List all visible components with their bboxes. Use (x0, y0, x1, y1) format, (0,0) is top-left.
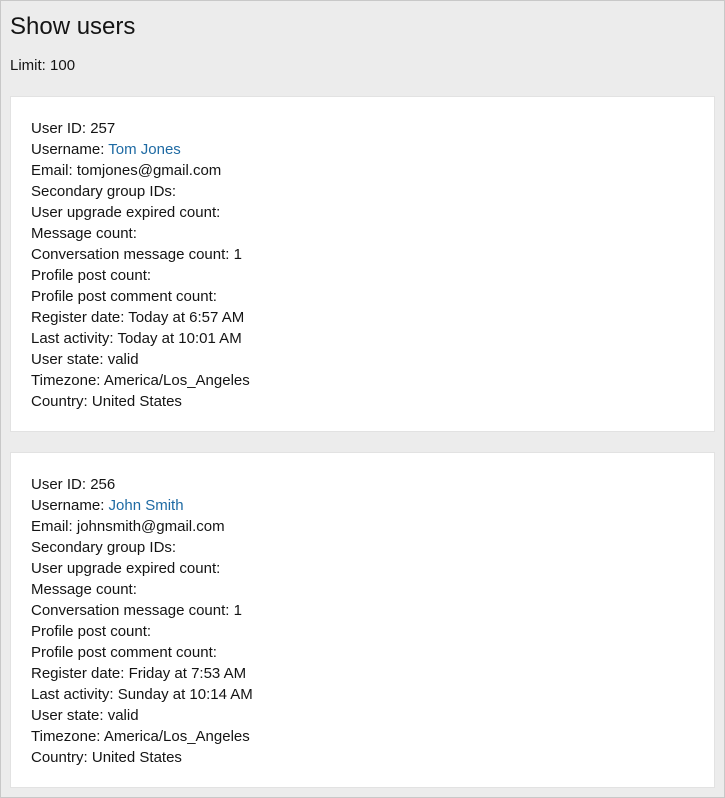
username-label: Username: (31, 141, 105, 158)
message-count-row (31, 223, 694, 244)
country-value: United States (91, 393, 182, 410)
message-count-label: Message count: (31, 581, 137, 598)
profile-post-comment-count-label: Profile post comment count: (31, 288, 217, 305)
user-state-value: valid (107, 707, 139, 724)
timezone-row (31, 726, 694, 747)
country-row (31, 747, 694, 768)
user-upgrade-expired-count-label: User upgrade expired count: (31, 560, 221, 577)
username-link[interactable]: John Smith (108, 497, 184, 514)
country-row (31, 391, 694, 412)
country-value: United States (91, 749, 182, 766)
timezone-label: Timezone: (31, 372, 101, 389)
profile-post-count-label: Profile post count: (31, 623, 152, 640)
register-date-row (31, 663, 694, 684)
conversation-message-count-value: 1 (233, 602, 242, 619)
user-id-value: 256 (90, 476, 116, 493)
user-upgrade-expired-count-label: User upgrade expired count: (31, 204, 221, 221)
email-row (31, 160, 694, 181)
secondary-group-ids-row (31, 537, 694, 558)
secondary-group-ids-label: Secondary group IDs: (31, 539, 177, 556)
register-date-value: Today at 6:57 AM (128, 309, 245, 326)
limit-line (10, 56, 75, 76)
last-activity-row (31, 328, 694, 349)
user-card (10, 452, 715, 788)
register-date-label: Register date: (31, 665, 125, 682)
user-card (10, 96, 715, 432)
limit-value: 100 (50, 57, 76, 74)
user-state-label: User state: (31, 351, 104, 368)
email-label: Email: (31, 518, 73, 535)
last-activity-value: Today at 10:01 AM (117, 330, 242, 347)
register-date-value: Friday at 7:53 AM (128, 665, 247, 682)
user-id-label: User ID: (31, 120, 87, 137)
last-activity-row (31, 684, 694, 705)
conversation-message-count-row (31, 600, 694, 621)
conversation-message-count-label: Conversation message count: (31, 246, 230, 263)
conversation-message-count-label: Conversation message count: (31, 602, 230, 619)
message-count-label: Message count: (31, 225, 137, 242)
user-id-value: 257 (90, 120, 116, 137)
timezone-label: Timezone: (31, 728, 101, 745)
username-row (31, 495, 694, 516)
username-link[interactable]: Tom Jones (108, 141, 181, 158)
user-id-label: User ID: (31, 476, 87, 493)
username-row (31, 139, 694, 160)
profile-post-comment-count-row (31, 642, 694, 663)
country-label: Country: (31, 393, 88, 410)
timezone-value: America/Los_Angeles (103, 728, 250, 745)
user-id-row (31, 474, 694, 495)
conversation-message-count-value: 1 (233, 246, 242, 263)
user-id-row (31, 118, 694, 139)
secondary-group-ids-row (31, 181, 694, 202)
user-state-row (31, 349, 694, 370)
profile-post-count-row (31, 621, 694, 642)
user-upgrade-expired-count-row (31, 558, 694, 579)
profile-post-comment-count-label: Profile post comment count: (31, 644, 217, 661)
register-date-row (31, 307, 694, 328)
profile-post-comment-count-row (31, 286, 694, 307)
page-title: Show users (10, 13, 136, 40)
country-label: Country: (31, 749, 88, 766)
user-upgrade-expired-count-row (31, 202, 694, 223)
email-value: johnsmith@gmail.com (76, 518, 225, 535)
limit-label: Limit: (10, 57, 46, 74)
register-date-label: Register date: (31, 309, 125, 326)
conversation-message-count-row (31, 244, 694, 265)
timezone-row (31, 370, 694, 391)
profile-post-count-row (31, 265, 694, 286)
user-state-label: User state: (31, 707, 104, 724)
profile-post-count-label: Profile post count: (31, 267, 152, 284)
user-state-value: valid (107, 351, 139, 368)
last-activity-label: Last activity: (31, 686, 114, 703)
email-row (31, 516, 694, 537)
message-count-row (31, 579, 694, 600)
user-state-row (31, 705, 694, 726)
timezone-value: America/Los_Angeles (103, 372, 250, 389)
secondary-group-ids-label: Secondary group IDs: (31, 183, 177, 200)
email-value: tomjones@gmail.com (76, 162, 222, 179)
email-label: Email: (31, 162, 73, 179)
last-activity-label: Last activity: (31, 330, 114, 347)
last-activity-value: Sunday at 10:14 AM (117, 686, 253, 703)
username-label: Username: (31, 497, 105, 514)
